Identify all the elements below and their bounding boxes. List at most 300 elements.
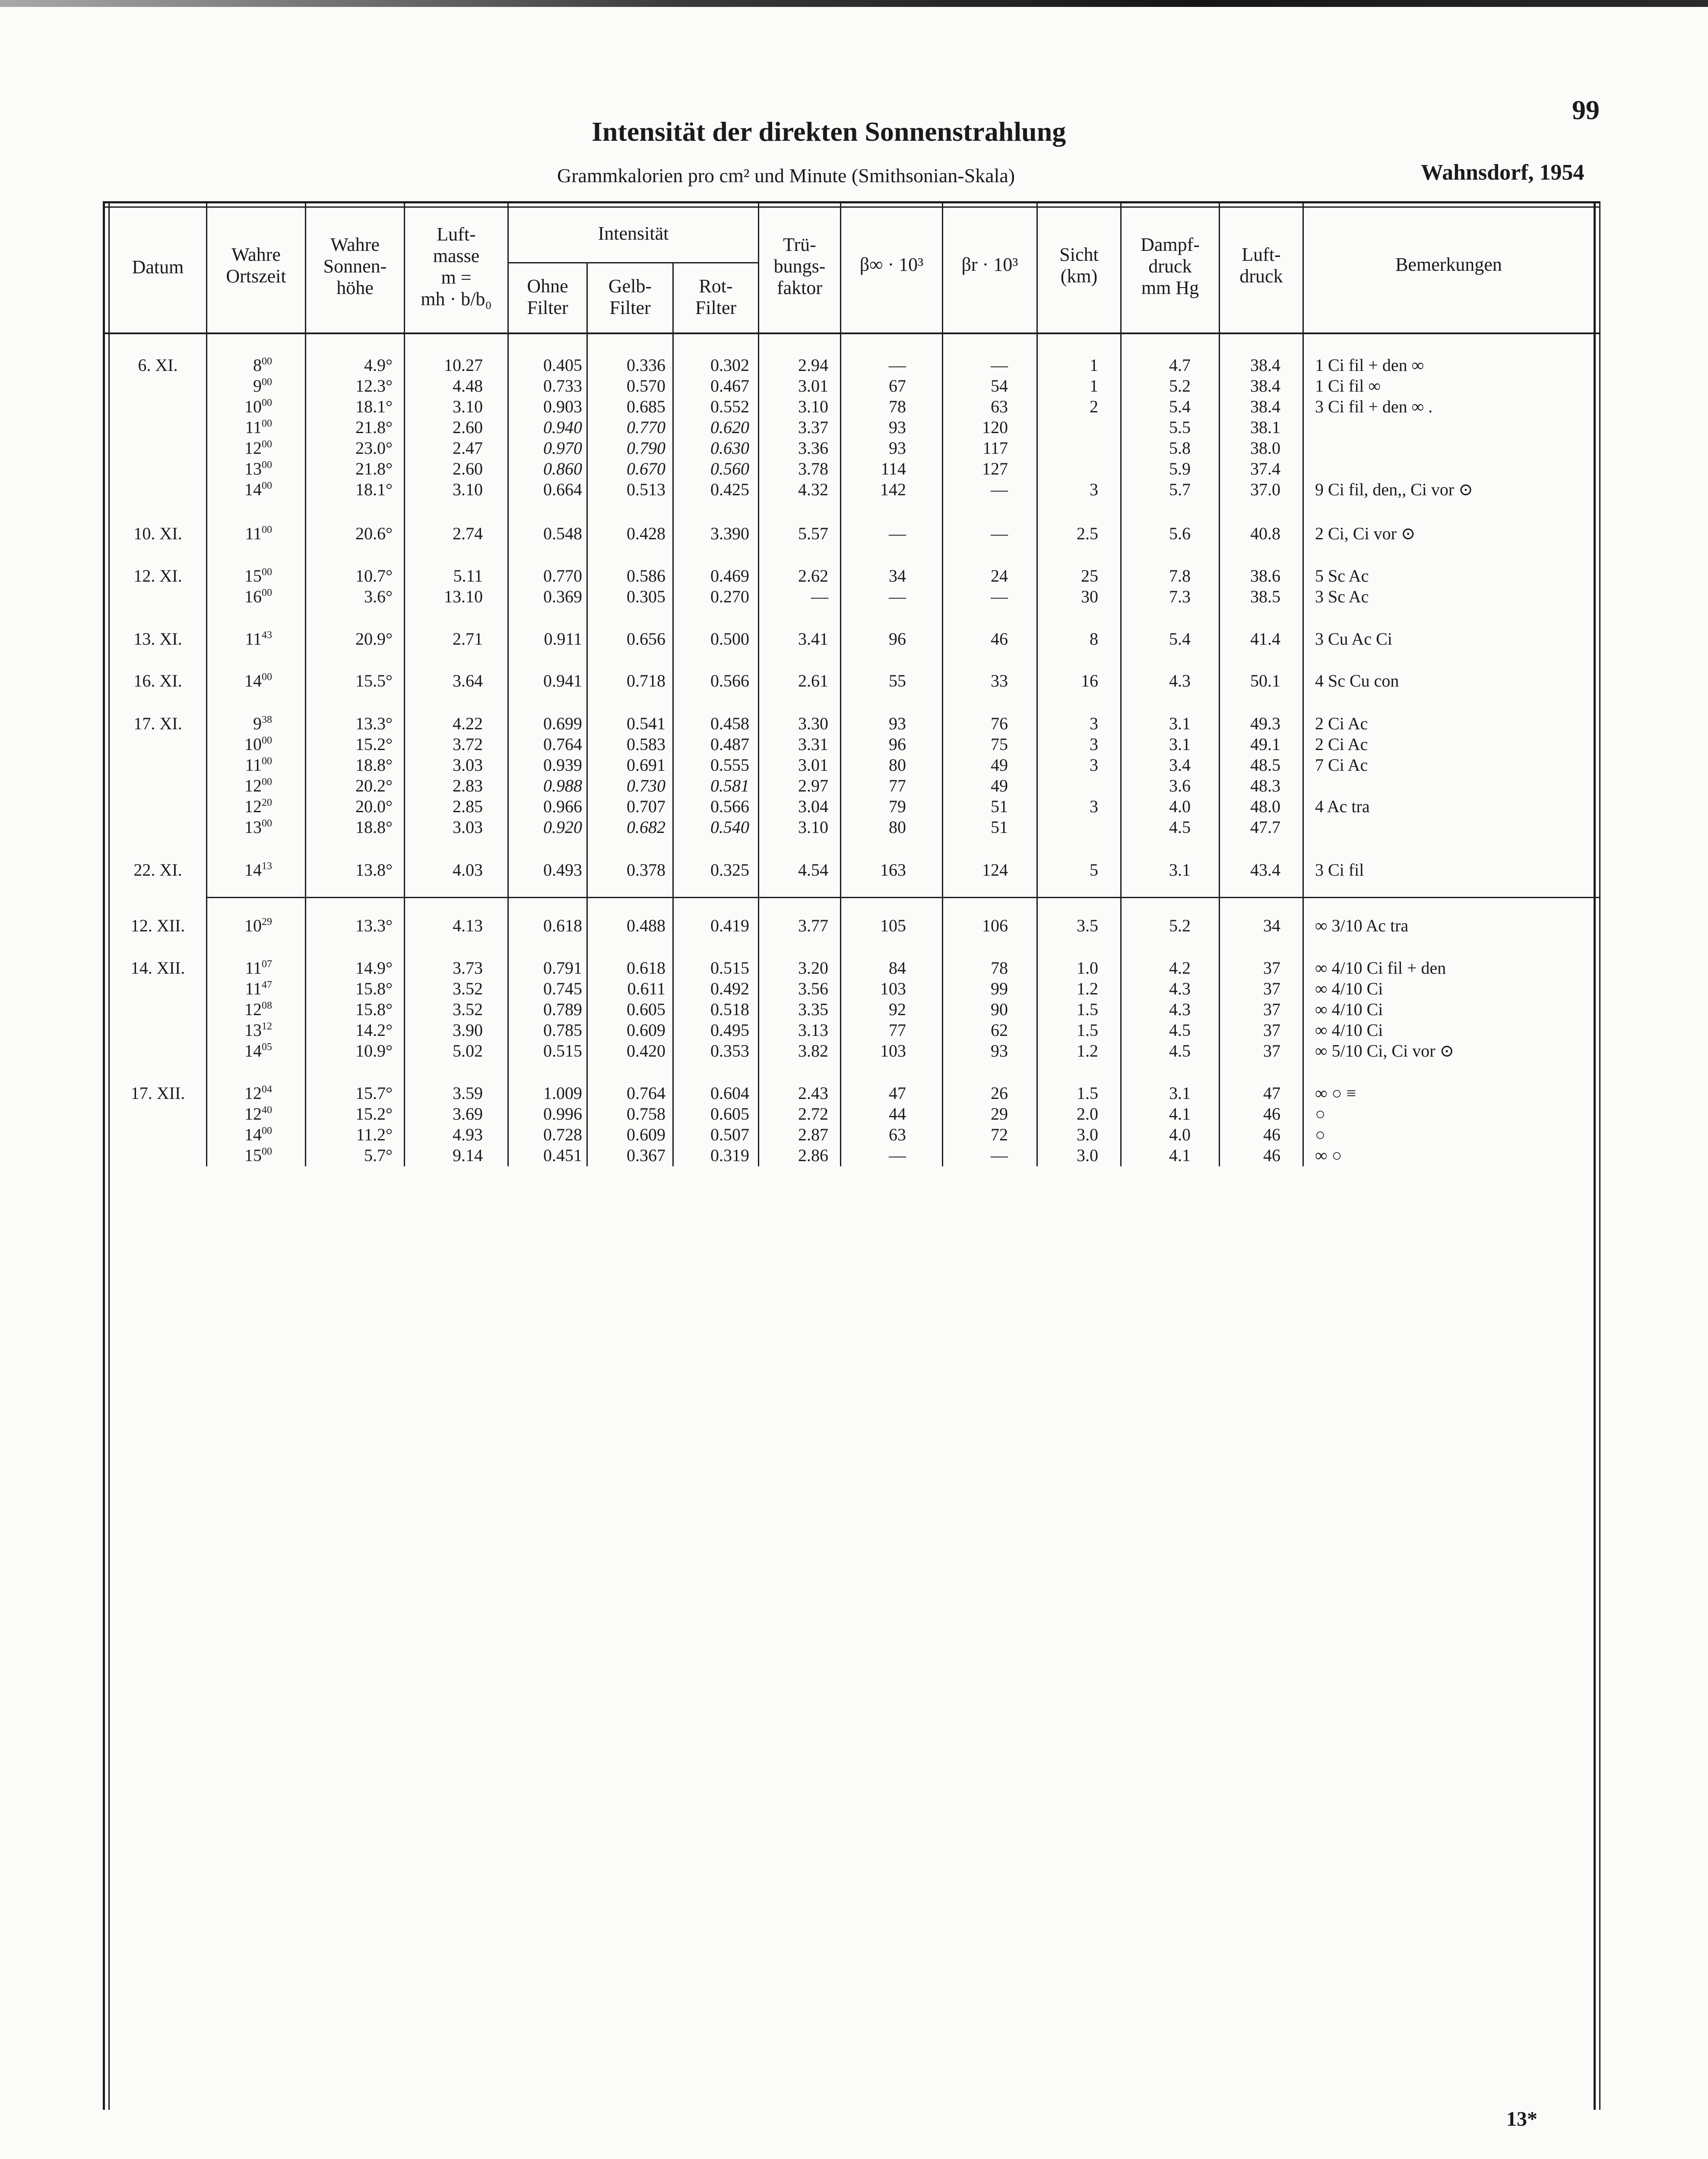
cell-sonnenhoehe: 14.2° bbox=[355, 1020, 393, 1040]
cell-truebungsfaktor: 3.41 bbox=[798, 629, 828, 649]
cell-bemerkungen: 3 Ci fil bbox=[1315, 860, 1364, 880]
cell-beta-inf: 55 bbox=[889, 671, 906, 690]
cell-sicht: 1.5 bbox=[1077, 1083, 1098, 1103]
cell-luftmasse: 2.74 bbox=[453, 524, 483, 543]
cell-beta-inf: 67 bbox=[889, 376, 906, 396]
cell-dampfdruck: 4.5 bbox=[1169, 1041, 1191, 1061]
cell-ohne-filter: 0.940 bbox=[543, 418, 582, 437]
cell-truebungsfaktor: 3.82 bbox=[798, 1041, 828, 1061]
cell-sonnenhoehe: 14.9° bbox=[355, 958, 393, 978]
cell-bemerkungen: ∞ 4/10 Ci bbox=[1315, 1020, 1383, 1040]
cell-sonnenhoehe: 18.1° bbox=[355, 397, 393, 416]
cell-rot-filter: 0.620 bbox=[710, 418, 749, 437]
cell-sonnenhoehe: 13.8° bbox=[355, 860, 393, 880]
cell-ortszeit-hour: 14 bbox=[244, 1125, 262, 1144]
cell-ortszeit-minute: 29 bbox=[262, 916, 272, 928]
cell-luftmasse: 3.73 bbox=[453, 958, 483, 978]
cell-gelb-filter: 0.367 bbox=[627, 1146, 665, 1165]
cell-beta-inf: 34 bbox=[889, 566, 906, 586]
cell-truebungsfaktor: 3.30 bbox=[798, 714, 828, 733]
cell-beta-inf: 92 bbox=[889, 1000, 906, 1019]
cell-ohne-filter: 0.745 bbox=[543, 979, 582, 998]
cell-dampfdruck: 3.1 bbox=[1169, 734, 1191, 754]
cell-beta-r: 76 bbox=[991, 714, 1008, 733]
cell-sonnenhoehe: 5.7° bbox=[364, 1146, 393, 1165]
cell-rot-filter: 0.425 bbox=[710, 480, 749, 499]
cell-gelb-filter: 0.682 bbox=[627, 817, 665, 837]
cell-ortszeit bbox=[207, 860, 272, 880]
cell-gelb-filter: 0.764 bbox=[627, 1083, 665, 1103]
cell-ortszeit-minute: 04 bbox=[262, 1084, 272, 1095]
cell-luftmasse: 3.52 bbox=[453, 979, 483, 998]
cell-sicht: 1.2 bbox=[1077, 979, 1098, 998]
cell-ortszeit-minute: 00 bbox=[262, 418, 272, 429]
cell-ohne-filter: 0.699 bbox=[543, 714, 582, 733]
cell-ortszeit-hour: 10 bbox=[244, 397, 262, 416]
cell-luftmasse: 4.93 bbox=[453, 1125, 483, 1144]
cell-beta-r: 75 bbox=[991, 734, 1008, 754]
cell-luftdruck: 49.3 bbox=[1250, 714, 1280, 733]
cell-ortszeit-minute: 13 bbox=[262, 861, 272, 872]
cell-bemerkungen: 2 Ci Ac bbox=[1315, 734, 1368, 754]
cell-rot-filter: 0.605 bbox=[710, 1104, 749, 1124]
cell-dampfdruck: 4.5 bbox=[1169, 817, 1191, 837]
cell-rot-filter: 3.390 bbox=[710, 524, 749, 543]
cell-gelb-filter: 0.730 bbox=[627, 776, 665, 795]
cell-ortszeit bbox=[207, 1145, 272, 1166]
cell-luftdruck: 49.1 bbox=[1250, 734, 1280, 754]
cell-sonnenhoehe: 20.2° bbox=[355, 776, 393, 795]
cell-truebungsfaktor: 3.77 bbox=[798, 916, 828, 935]
cell-datum: 16. XI. bbox=[133, 671, 182, 690]
cell-luftmasse: 3.90 bbox=[453, 1020, 483, 1040]
cell-ohne-filter: 0.405 bbox=[543, 355, 582, 375]
cell-gelb-filter: 0.609 bbox=[627, 1125, 665, 1144]
cell-luftdruck: 37 bbox=[1263, 1020, 1280, 1040]
cell-gelb-filter: 0.618 bbox=[627, 958, 665, 978]
cell-rot-filter: 0.555 bbox=[710, 755, 749, 775]
cell-beta-inf: 93 bbox=[889, 418, 906, 437]
cell-sonnenhoehe: 15.7° bbox=[355, 1083, 393, 1103]
cell-ortszeit bbox=[207, 1020, 272, 1041]
cell-sicht: 3 bbox=[1090, 714, 1098, 733]
cell-gelb-filter: 0.378 bbox=[627, 860, 665, 880]
cell-bemerkungen: ∞ 4/10 Ci bbox=[1315, 1000, 1383, 1019]
cell-ortszeit-minute: 00 bbox=[262, 1146, 272, 1157]
cell-luftdruck: 41.4 bbox=[1250, 629, 1280, 649]
cell-luftdruck: 37 bbox=[1263, 958, 1280, 978]
cell-ortszeit bbox=[207, 978, 272, 999]
cell-truebungsfaktor: 2.86 bbox=[798, 1146, 828, 1165]
cell-truebungsfaktor: 3.37 bbox=[798, 418, 828, 437]
cell-ortszeit-hour: 11 bbox=[245, 524, 262, 543]
cell-dampfdruck: 3.6 bbox=[1169, 776, 1191, 795]
cell-sonnenhoehe: 21.8° bbox=[355, 418, 393, 437]
cell-beta-inf: 84 bbox=[889, 958, 906, 978]
cell-ortszeit-minute: 38 bbox=[262, 714, 272, 725]
cell-sonnenhoehe: 18.8° bbox=[355, 755, 393, 775]
cell-ortszeit bbox=[207, 817, 272, 838]
cell-bemerkungen: 3 Cu Ac Ci bbox=[1315, 629, 1392, 649]
cell-beta-r: 72 bbox=[991, 1125, 1008, 1144]
cell-dampfdruck: 4.2 bbox=[1169, 958, 1191, 978]
cell-bemerkungen: 7 Ci Ac bbox=[1315, 755, 1368, 775]
cell-truebungsfaktor: 4.32 bbox=[798, 480, 828, 499]
cell-rot-filter: 0.419 bbox=[710, 916, 749, 935]
cell-beta-r: 63 bbox=[991, 397, 1008, 416]
cell-ohne-filter: 0.970 bbox=[543, 438, 582, 458]
cell-ortszeit bbox=[207, 1083, 272, 1104]
page-subtitle: Grammkalorien pro cm² und Minute (Smithsonian-Skala) bbox=[557, 165, 1015, 187]
cell-ortszeit-minute: 00 bbox=[262, 397, 272, 408]
header-rot-filter: Rot- Filter bbox=[695, 275, 737, 318]
cell-beta-inf: 47 bbox=[889, 1083, 906, 1103]
cell-luftmasse: 10.27 bbox=[444, 355, 483, 375]
cell-dampfdruck: 4.5 bbox=[1169, 1020, 1191, 1040]
cell-dampfdruck: 5.9 bbox=[1169, 459, 1191, 478]
cell-sicht: 3 bbox=[1090, 755, 1098, 775]
cell-truebungsfaktor: 3.01 bbox=[798, 376, 828, 396]
cell-ortszeit-minute: 00 bbox=[262, 735, 272, 746]
cell-ortszeit bbox=[207, 958, 272, 978]
cell-ortszeit bbox=[207, 734, 272, 755]
header-luftdruck: Luft- druck bbox=[1239, 244, 1283, 287]
cell-beta-inf: 44 bbox=[889, 1104, 906, 1124]
cell-ohne-filter: 0.789 bbox=[543, 1000, 582, 1019]
cell-bemerkungen: 4 Ac tra bbox=[1315, 797, 1370, 816]
cell-beta-r: 120 bbox=[982, 418, 1008, 437]
cell-luftmasse: 4.03 bbox=[453, 860, 483, 880]
cell-truebungsfaktor: 3.01 bbox=[798, 755, 828, 775]
cell-ortszeit-minute: 00 bbox=[262, 524, 272, 535]
cell-truebungsfaktor: — bbox=[811, 587, 828, 606]
cell-luftmasse: 5.11 bbox=[453, 566, 483, 586]
cell-sicht: 2 bbox=[1090, 397, 1098, 416]
cell-gelb-filter: 0.718 bbox=[627, 671, 665, 690]
cell-sicht: 1.2 bbox=[1077, 1041, 1098, 1061]
cell-beta-r: 93 bbox=[991, 1041, 1008, 1061]
cell-ortszeit-hour: 13 bbox=[244, 1020, 262, 1040]
cell-rot-filter: 0.566 bbox=[710, 797, 749, 816]
header-intensitaet: Intensität bbox=[598, 223, 669, 244]
cell-bemerkungen: 1 Ci fil + den ∞ bbox=[1315, 355, 1424, 375]
cell-luftmasse: 13.10 bbox=[444, 587, 483, 606]
cell-ohne-filter: 0.733 bbox=[543, 376, 582, 396]
cell-datum: 6. XI. bbox=[138, 355, 178, 375]
cell-luftmasse: 4.48 bbox=[453, 376, 483, 396]
cell-bemerkungen: 4 Sc Cu con bbox=[1315, 671, 1399, 690]
cell-ohne-filter: 0.369 bbox=[543, 587, 582, 606]
cell-bemerkungen: ∞ 5/10 Ci, Ci vor ⊙ bbox=[1315, 1041, 1454, 1061]
cell-bemerkungen: ○ bbox=[1315, 1104, 1326, 1124]
cell-datum: 14. XII. bbox=[130, 958, 185, 978]
cell-sonnenhoehe: 21.8° bbox=[355, 459, 393, 478]
cell-ortszeit bbox=[207, 713, 272, 734]
cell-sonnenhoehe: 20.9° bbox=[355, 629, 393, 649]
cell-beta-inf: 79 bbox=[889, 797, 906, 816]
cell-ohne-filter: 0.493 bbox=[543, 860, 582, 880]
cell-ortszeit-hour: 12 bbox=[244, 1083, 262, 1103]
header-wahre-ortszeit: Wahre Ortszeit bbox=[226, 244, 286, 287]
cell-sicht: 30 bbox=[1081, 587, 1098, 606]
cell-luftmasse: 3.03 bbox=[453, 817, 483, 837]
cell-rot-filter: 0.540 bbox=[710, 817, 749, 837]
cell-beta-inf: — bbox=[889, 355, 906, 375]
cell-beta-r: 99 bbox=[991, 979, 1008, 998]
cell-truebungsfaktor: 2.72 bbox=[798, 1104, 828, 1124]
cell-ortszeit bbox=[207, 671, 272, 691]
cell-luftdruck: 37 bbox=[1263, 1000, 1280, 1019]
cell-ortszeit bbox=[207, 523, 272, 544]
cell-rot-filter: 0.552 bbox=[710, 397, 749, 416]
cell-beta-r: 24 bbox=[991, 566, 1008, 586]
header-datum: Datum bbox=[132, 256, 184, 278]
cell-ortszeit bbox=[207, 566, 272, 586]
cell-ortszeit-hour: 10 bbox=[244, 916, 262, 935]
cell-bemerkungen: 3 Ci fil + den ∞ . bbox=[1315, 397, 1433, 416]
cell-gelb-filter: 0.670 bbox=[627, 459, 665, 478]
cell-luftmasse: 4.22 bbox=[453, 714, 483, 733]
cell-datum: 12. XII. bbox=[130, 916, 185, 935]
cell-rot-filter: 0.319 bbox=[710, 1146, 749, 1165]
cell-ortszeit-hour: 12 bbox=[244, 797, 262, 816]
cell-rot-filter: 0.581 bbox=[710, 776, 749, 795]
cell-sicht: 5 bbox=[1090, 860, 1098, 880]
cell-dampfdruck: 3.1 bbox=[1169, 860, 1191, 880]
cell-ortszeit-minute: 00 bbox=[262, 776, 272, 788]
cell-dampfdruck: 5.7 bbox=[1169, 480, 1191, 499]
cell-luftdruck: 37.0 bbox=[1250, 480, 1280, 499]
cell-ortszeit-hour: 15 bbox=[244, 566, 262, 586]
cell-ohne-filter: 0.941 bbox=[543, 671, 582, 690]
cell-ortszeit bbox=[207, 376, 272, 396]
cell-ortszeit-minute: 43 bbox=[262, 630, 272, 641]
cell-dampfdruck: 4.0 bbox=[1169, 797, 1191, 816]
cell-ohne-filter: 0.770 bbox=[543, 566, 582, 586]
cell-luftmasse: 2.60 bbox=[453, 459, 483, 478]
cell-beta-r: 29 bbox=[991, 1104, 1008, 1124]
cell-rot-filter: 0.515 bbox=[710, 958, 749, 978]
cell-luftdruck: 34 bbox=[1263, 916, 1280, 935]
cell-ohne-filter: 0.618 bbox=[543, 916, 582, 935]
cell-bemerkungen: ∞ 4/10 Ci fil + den bbox=[1315, 958, 1446, 978]
cell-beta-inf: — bbox=[889, 587, 906, 606]
cell-bemerkungen: 2 Ci, Ci vor ⊙ bbox=[1315, 524, 1416, 543]
cell-beta-r: 33 bbox=[991, 671, 1008, 690]
cell-sonnenhoehe: 15.2° bbox=[355, 734, 393, 754]
cell-ortszeit-hour: 15 bbox=[244, 1146, 262, 1165]
cell-dampfdruck: 5.2 bbox=[1169, 376, 1191, 396]
cell-rot-filter: 0.518 bbox=[710, 1000, 749, 1019]
cell-rot-filter: 0.500 bbox=[710, 629, 749, 649]
cell-dampfdruck: 5.2 bbox=[1169, 916, 1191, 935]
cell-ohne-filter: 0.451 bbox=[543, 1146, 582, 1165]
cell-sonnenhoehe: 18.1° bbox=[355, 480, 393, 499]
cell-datum: 10. XI. bbox=[133, 524, 182, 543]
cell-rot-filter: 0.630 bbox=[710, 438, 749, 458]
cell-sonnenhoehe: 3.6° bbox=[364, 587, 393, 606]
cell-ortszeit bbox=[207, 1104, 272, 1124]
cell-luftmasse: 9.14 bbox=[453, 1146, 483, 1165]
cell-luftmasse: 3.69 bbox=[453, 1104, 483, 1124]
header-gelb-filter: Gelb- Filter bbox=[608, 275, 652, 318]
cell-bemerkungen: ∞ 4/10 Ci bbox=[1315, 979, 1383, 998]
header-beta-r: βr · 10³ bbox=[961, 254, 1018, 275]
cell-luftmasse: 3.64 bbox=[453, 671, 483, 690]
cell-gelb-filter: 0.609 bbox=[627, 1020, 665, 1040]
cell-truebungsfaktor: 2.43 bbox=[798, 1083, 828, 1103]
cell-truebungsfaktor: 4.54 bbox=[798, 860, 828, 880]
cell-sicht: 16 bbox=[1081, 671, 1098, 690]
cell-ortszeit-minute: 20 bbox=[262, 797, 272, 808]
cell-sicht: 3 bbox=[1090, 797, 1098, 816]
cell-gelb-filter: 0.513 bbox=[627, 480, 665, 499]
cell-dampfdruck: 5.4 bbox=[1169, 397, 1191, 416]
cell-beta-inf: 63 bbox=[889, 1125, 906, 1144]
cell-ohne-filter: 0.996 bbox=[543, 1104, 582, 1124]
cell-gelb-filter: 0.611 bbox=[627, 979, 665, 998]
cell-ortszeit-hour: 11 bbox=[245, 958, 262, 978]
cell-beta-inf: 77 bbox=[889, 1020, 906, 1040]
cell-sonnenhoehe: 10.7° bbox=[355, 566, 393, 586]
cell-truebungsfaktor: 2.62 bbox=[798, 566, 828, 586]
cell-ortszeit-hour: 16 bbox=[244, 587, 262, 606]
header-beta-inf: β∞ · 10³ bbox=[859, 254, 924, 275]
cell-sicht: 1.0 bbox=[1077, 958, 1098, 978]
cell-rot-filter: 0.458 bbox=[710, 714, 749, 733]
cell-gelb-filter: 0.770 bbox=[627, 418, 665, 437]
cell-beta-r: 124 bbox=[982, 860, 1008, 880]
cell-ortszeit-minute: 00 bbox=[262, 818, 272, 829]
cell-ohne-filter: 0.920 bbox=[543, 817, 582, 837]
cell-beta-inf: 96 bbox=[889, 734, 906, 754]
cell-ortszeit-minute: 47 bbox=[262, 979, 272, 991]
cell-truebungsfaktor: 3.10 bbox=[798, 397, 828, 416]
cell-datum: 13. XI. bbox=[133, 629, 182, 649]
cell-beta-inf: 80 bbox=[889, 817, 906, 837]
cell-beta-r: 49 bbox=[991, 755, 1008, 775]
cell-ortszeit bbox=[207, 796, 272, 817]
cell-gelb-filter: 0.758 bbox=[627, 1104, 665, 1124]
cell-gelb-filter: 0.656 bbox=[627, 629, 665, 649]
cell-truebungsfaktor: 3.20 bbox=[798, 958, 828, 978]
cell-gelb-filter: 0.541 bbox=[627, 714, 665, 733]
cell-ortszeit-hour: 12 bbox=[244, 438, 262, 458]
cell-luftdruck: 38.6 bbox=[1250, 566, 1280, 586]
cell-gelb-filter: 0.605 bbox=[627, 1000, 665, 1019]
cell-ohne-filter: 0.764 bbox=[543, 734, 582, 754]
cell-beta-inf: 96 bbox=[889, 629, 906, 649]
cell-bemerkungen: 9 Ci fil, den,, Ci vor ⊙ bbox=[1315, 480, 1473, 499]
cell-luftdruck: 38.4 bbox=[1250, 397, 1280, 416]
page-title: Intensität der direkten Sonnenstrahlung bbox=[592, 116, 1066, 147]
cell-ohne-filter: 0.988 bbox=[543, 776, 582, 795]
cell-dampfdruck: 4.3 bbox=[1169, 1000, 1191, 1019]
cell-ortszeit-minute: 00 bbox=[262, 567, 272, 578]
cell-ortszeit-minute: 12 bbox=[262, 1021, 272, 1032]
cell-beta-r: — bbox=[991, 1146, 1008, 1165]
cell-gelb-filter: 0.707 bbox=[627, 797, 665, 816]
cell-luftdruck: 46 bbox=[1263, 1125, 1280, 1144]
cell-beta-inf: — bbox=[889, 1146, 906, 1165]
cell-ortszeit-hour: 12 bbox=[244, 776, 262, 795]
cell-beta-r: 26 bbox=[991, 1083, 1008, 1103]
cell-ohne-filter: 0.664 bbox=[543, 480, 582, 499]
station-year: Wahnsdorf, 1954 bbox=[1421, 160, 1584, 185]
cell-bemerkungen: ∞ ○ bbox=[1315, 1146, 1342, 1165]
cell-beta-r: 51 bbox=[991, 817, 1008, 837]
cell-ohne-filter: 0.911 bbox=[544, 629, 582, 649]
cell-ortszeit-minute: 00 bbox=[262, 377, 272, 388]
cell-rot-filter: 0.560 bbox=[710, 459, 749, 478]
cell-ortszeit-minute: 08 bbox=[262, 1000, 272, 1011]
cell-gelb-filter: 0.570 bbox=[627, 376, 665, 396]
cell-rot-filter: 0.270 bbox=[710, 587, 749, 606]
header-sicht: Sicht (km) bbox=[1059, 244, 1099, 287]
cell-ortszeit-hour: 9 bbox=[253, 376, 262, 396]
cell-gelb-filter: 0.305 bbox=[627, 587, 665, 606]
cell-ohne-filter: 0.860 bbox=[543, 459, 582, 478]
cell-dampfdruck: 3.4 bbox=[1169, 755, 1191, 775]
cell-luftdruck: 47 bbox=[1263, 1083, 1280, 1103]
cell-rot-filter: 0.492 bbox=[710, 979, 749, 998]
cell-beta-r: — bbox=[991, 355, 1008, 375]
cell-ortszeit bbox=[207, 915, 272, 936]
header-sonnenhoehe: Wahre Sonnen- höhe bbox=[323, 234, 387, 298]
cell-datum: 17. XII. bbox=[130, 1083, 185, 1103]
cell-luftmasse: 4.13 bbox=[453, 916, 483, 935]
cell-sicht: 2.0 bbox=[1077, 1104, 1098, 1124]
cell-gelb-filter: 0.583 bbox=[627, 734, 665, 754]
cell-datum: 17. XI. bbox=[133, 714, 182, 733]
cell-luftdruck: 40.8 bbox=[1250, 524, 1280, 543]
header-truebungsfaktor: Trü- bungs- faktor bbox=[773, 234, 826, 298]
cell-ohne-filter: 0.939 bbox=[543, 755, 582, 775]
cell-ortszeit-hour: 12 bbox=[244, 1104, 262, 1124]
cell-gelb-filter: 0.488 bbox=[627, 916, 665, 935]
cell-beta-inf: 103 bbox=[880, 1041, 906, 1061]
cell-ortszeit-minute: 00 bbox=[262, 587, 272, 598]
cell-ohne-filter: 0.548 bbox=[543, 524, 582, 543]
cell-beta-inf: 78 bbox=[889, 397, 906, 416]
cell-sicht: 8 bbox=[1090, 629, 1098, 649]
cell-luftdruck: 43.4 bbox=[1250, 860, 1280, 880]
cell-sonnenhoehe: 4.9° bbox=[364, 355, 393, 375]
cell-luftdruck: 38.0 bbox=[1250, 438, 1280, 458]
cell-sicht: 1 bbox=[1090, 376, 1098, 396]
cell-sicht: 1.5 bbox=[1077, 1000, 1098, 1019]
cell-luftmasse: 2.85 bbox=[453, 797, 483, 816]
cell-gelb-filter: 0.685 bbox=[627, 397, 665, 416]
cell-truebungsfaktor: 2.94 bbox=[798, 355, 828, 375]
cell-rot-filter: 0.353 bbox=[710, 1041, 749, 1061]
cell-sicht: 3 bbox=[1090, 734, 1098, 754]
cell-sonnenhoehe: 15.2° bbox=[355, 1104, 393, 1124]
cell-ortszeit-hour: 11 bbox=[245, 629, 262, 649]
cell-ohne-filter: 0.728 bbox=[543, 1125, 582, 1144]
cell-luftdruck: 48.3 bbox=[1250, 776, 1280, 795]
cell-ortszeit-hour: 12 bbox=[244, 1000, 262, 1019]
cell-beta-r: — bbox=[991, 480, 1008, 499]
cell-sicht: 25 bbox=[1081, 566, 1098, 586]
cell-beta-r: 51 bbox=[991, 797, 1008, 816]
page-footer: 13* bbox=[1506, 2108, 1537, 2131]
cell-bemerkungen: 5 Sc Ac bbox=[1315, 566, 1369, 586]
cell-luftdruck: 48.5 bbox=[1250, 755, 1280, 775]
cell-luftmasse: 2.47 bbox=[453, 438, 483, 458]
page-number: 99 bbox=[1572, 95, 1600, 125]
cell-ortszeit-hour: 11 bbox=[245, 418, 262, 437]
